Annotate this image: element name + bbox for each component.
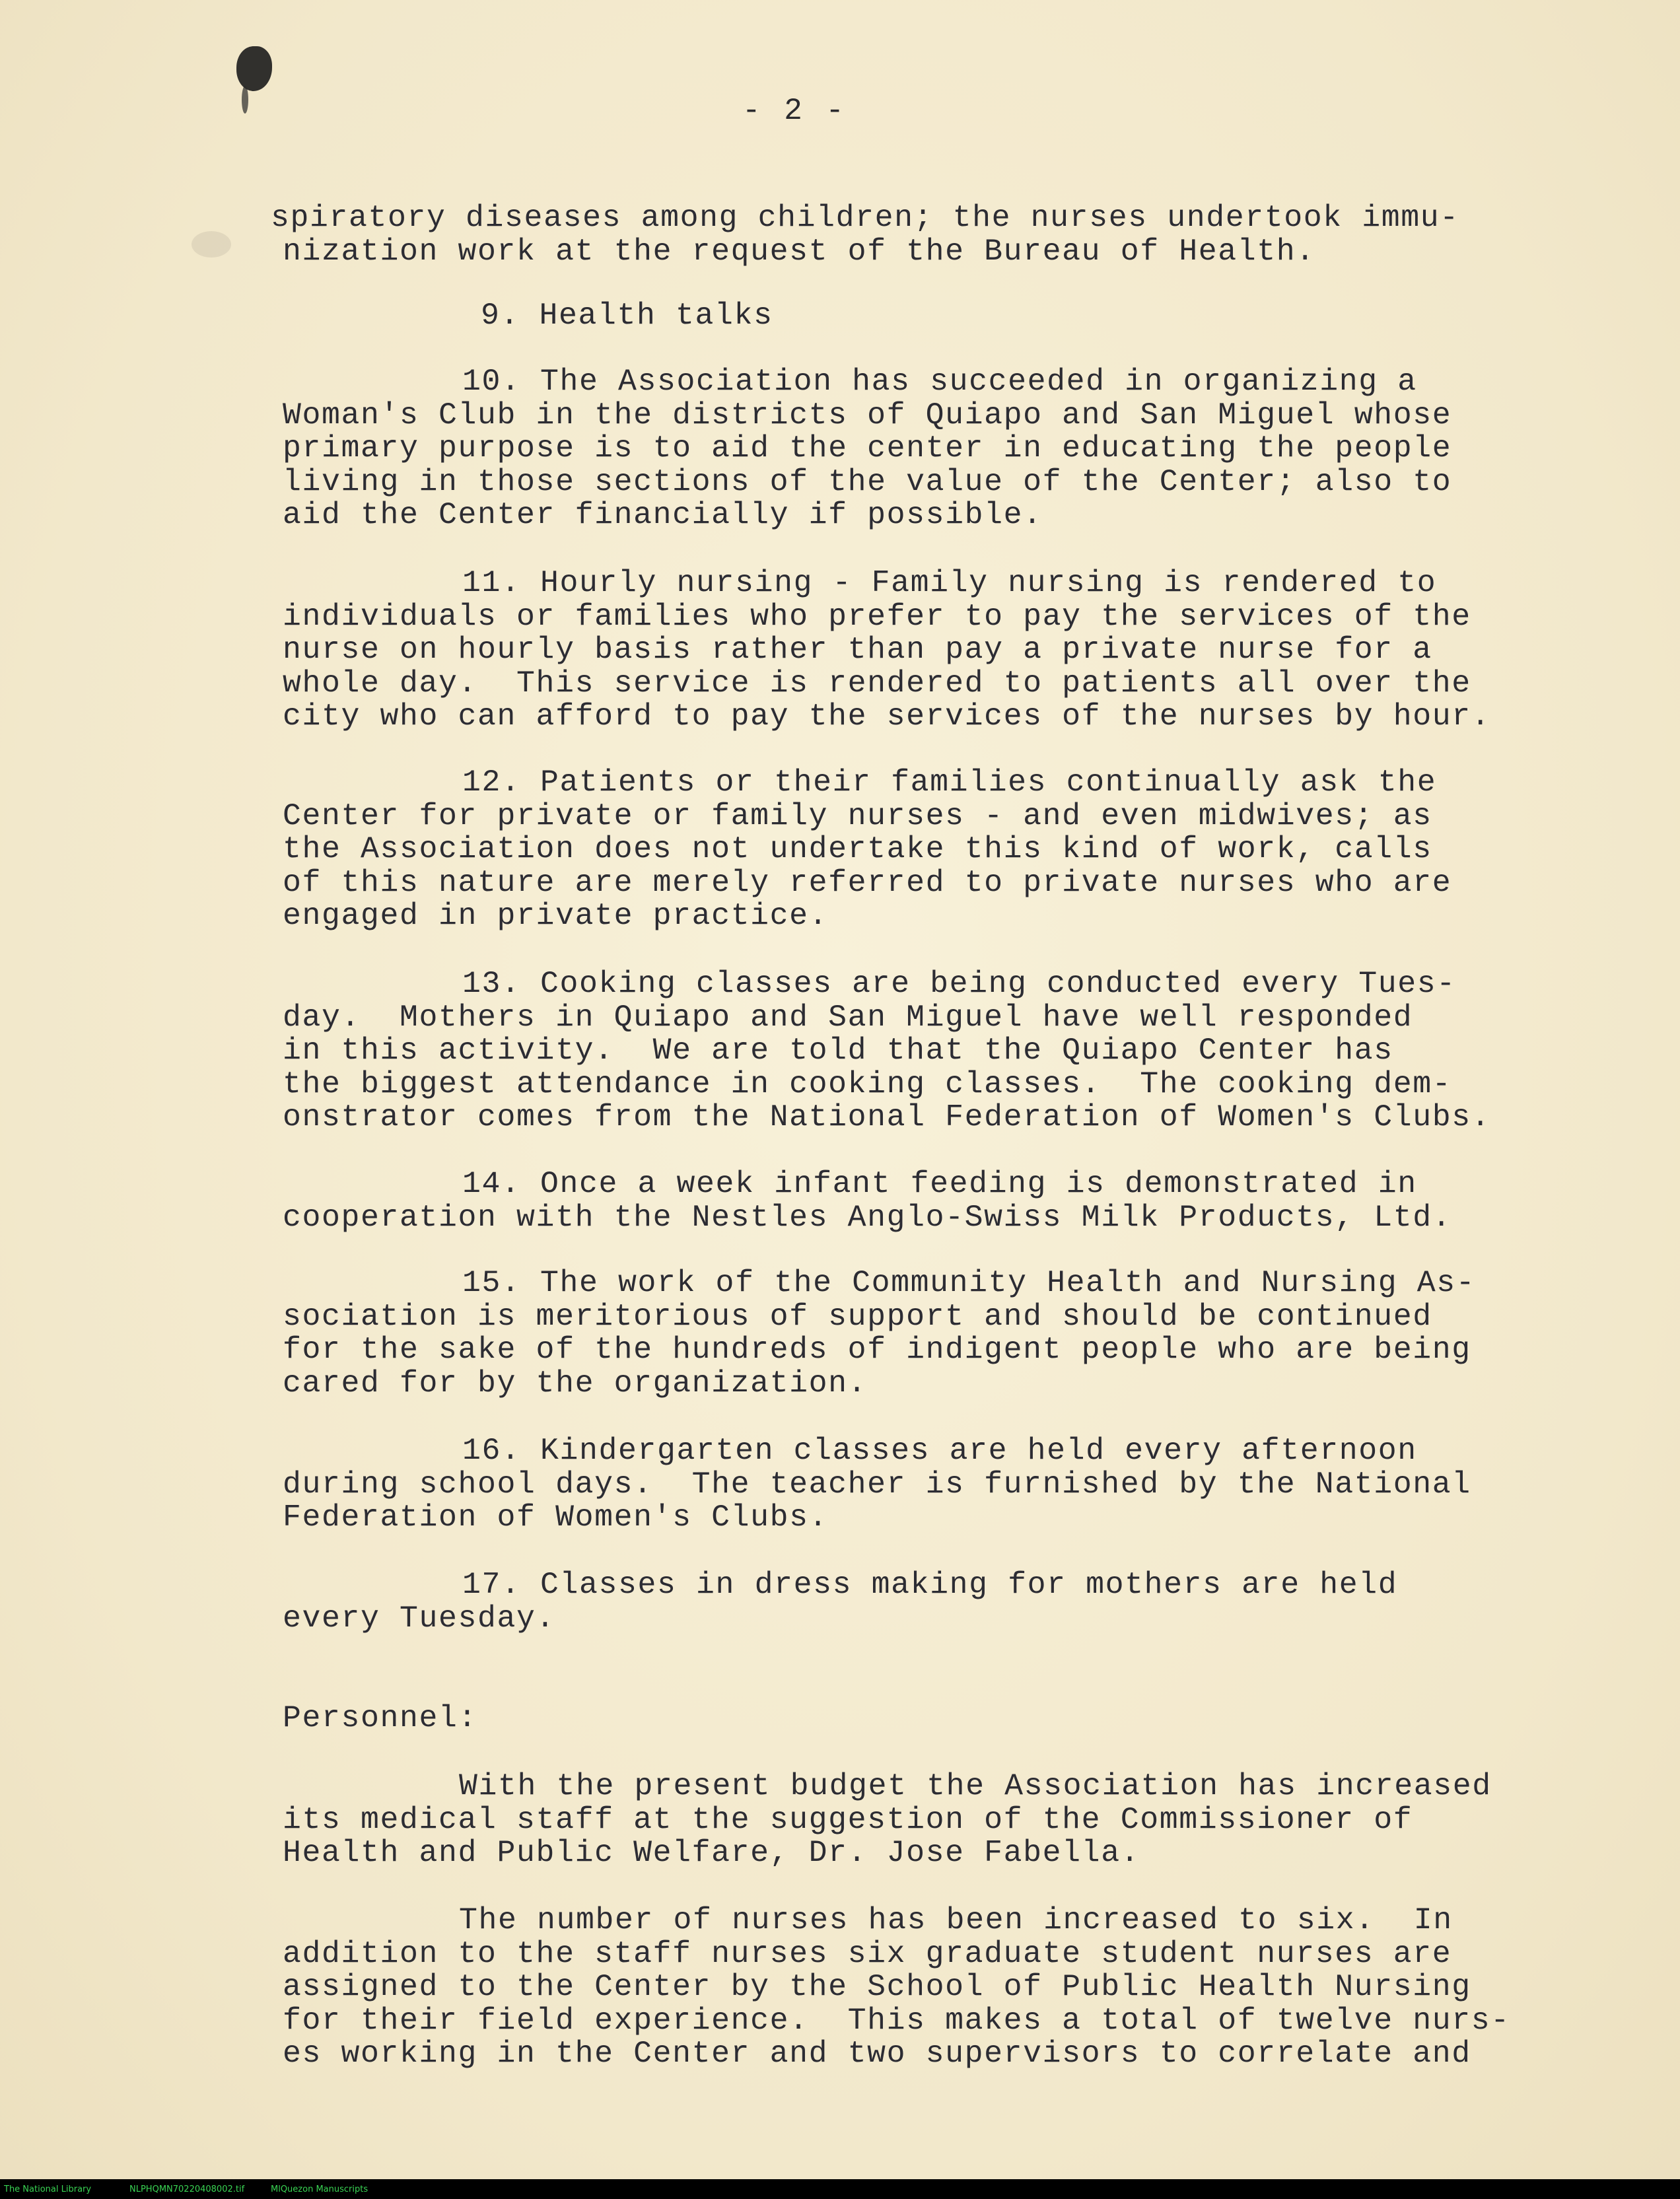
footer-file: NLPHQMN70220408002.tif (129, 2184, 245, 2194)
text-line: 12. Patients or their families continually ask the (462, 765, 1437, 800)
text-line: of this nature are merely referred to private nurses who are (283, 864, 1452, 900)
text-line: day. Mothers in Quiapo and San Miguel have well responded (283, 999, 1413, 1035)
ink-blot (236, 46, 272, 91)
text-line: Health and Public Welfare, Dr. Jose Fabella. (283, 1835, 1140, 1870)
text-line: 14. Once a week infant feeding is demonstrated in (462, 1166, 1417, 1201)
text-line: Center for private or family nurses - and even midwives; as (283, 798, 1432, 833)
text-line: Federation of Women's Clubs. (283, 1500, 829, 1535)
text-line: the Association does not undertake this kind of work, calls (283, 831, 1432, 866)
text-line: cooperation with the Nestles Anglo-Swiss Milk Products, Ltd. (283, 1199, 1452, 1235)
text-line: onstrator comes from the National Federation of Women's Clubs. (283, 1100, 1491, 1134)
text-line: for the sake of the hundreds of indigent people who are being (283, 1332, 1471, 1367)
archive-footer (0, 2179, 1680, 2199)
text-line: individuals or families who prefer to pay the services of the (283, 598, 1471, 634)
text-line: nization work at the request of the Bureau of Health. (283, 233, 1315, 269)
text-line: 11. Hourly nursing - Family nursing is rendered to (462, 565, 1437, 600)
text-line: The number of nurses has been increased to six. In (459, 1902, 1453, 1937)
text-line: 17. Classes in dress making for mothers are held (462, 1567, 1398, 1602)
text-line: the biggest attendance in cooking classes. The cooking dem- (283, 1066, 1452, 1101)
text-line: 13. Cooking classes are being conducted every Tues- (462, 966, 1456, 1001)
text-line: city who can afford to pay the services of the nurses by hour. (283, 699, 1491, 734)
text-line: primary purpose is to aid the center in educating the people (283, 431, 1452, 466)
text-line: 10. The Association has succeeded in organizing a (462, 364, 1417, 399)
ink-drip (242, 86, 248, 114)
text-line: during school days. The teacher is furnished by the National (283, 1466, 1471, 1502)
text-line: assigned to the Center by the School of Public Health Nursing (283, 1969, 1471, 2004)
text-line: for their field experience. This makes a total of twelve nurs- (283, 2002, 1510, 2038)
text-line: every Tuesday. (283, 1600, 556, 1636)
text-line: cared for by the organization. (283, 1365, 868, 1401)
text-line: spiratory diseases among children; the nurses undertook immu- (271, 200, 1459, 235)
text-line: 16. Kindergarten classes are held every afternoon (462, 1433, 1417, 1468)
footer-library: The National Library (4, 2184, 92, 2194)
text-line: addition to the staff nurses six graduate student nurses are (283, 1936, 1452, 1971)
text-line: in this activity. We are told that the Quiapo Center has (283, 1033, 1393, 1068)
text-line: 15. The work of the Community Health and Nursing As- (462, 1265, 1476, 1300)
page-number: - 2 - (742, 94, 847, 128)
text-line: Personnel: (283, 1700, 478, 1735)
text-line: engaged in private practice. (283, 898, 829, 933)
text-line: es working in the Center and two supervisors to correlate and (283, 2036, 1471, 2071)
text-line: aid the Center financially if possible. (283, 497, 1043, 532)
text-line: 9. Health talks (481, 298, 773, 333)
smudge-mark (192, 231, 231, 258)
text-line: its medical staff at the suggestion of the Commissioner of (283, 1801, 1413, 1837)
footer-collection: MlQuezon Manuscripts (271, 2184, 368, 2194)
text-line: Woman's Club in the districts of Quiapo and San Miguel whose (283, 397, 1452, 433)
text-line: sociation is meritorious of support and should be continued (283, 1298, 1432, 1334)
text-line: nurse on hourly basis rather than pay a private nurse for a (283, 632, 1432, 667)
text-line: whole day. This service is rendered to patients all over the (283, 665, 1471, 701)
text-line: living in those sections of the value of the Center; also to (283, 464, 1452, 499)
text-line: With the present budget the Association has increased (459, 1768, 1492, 1803)
